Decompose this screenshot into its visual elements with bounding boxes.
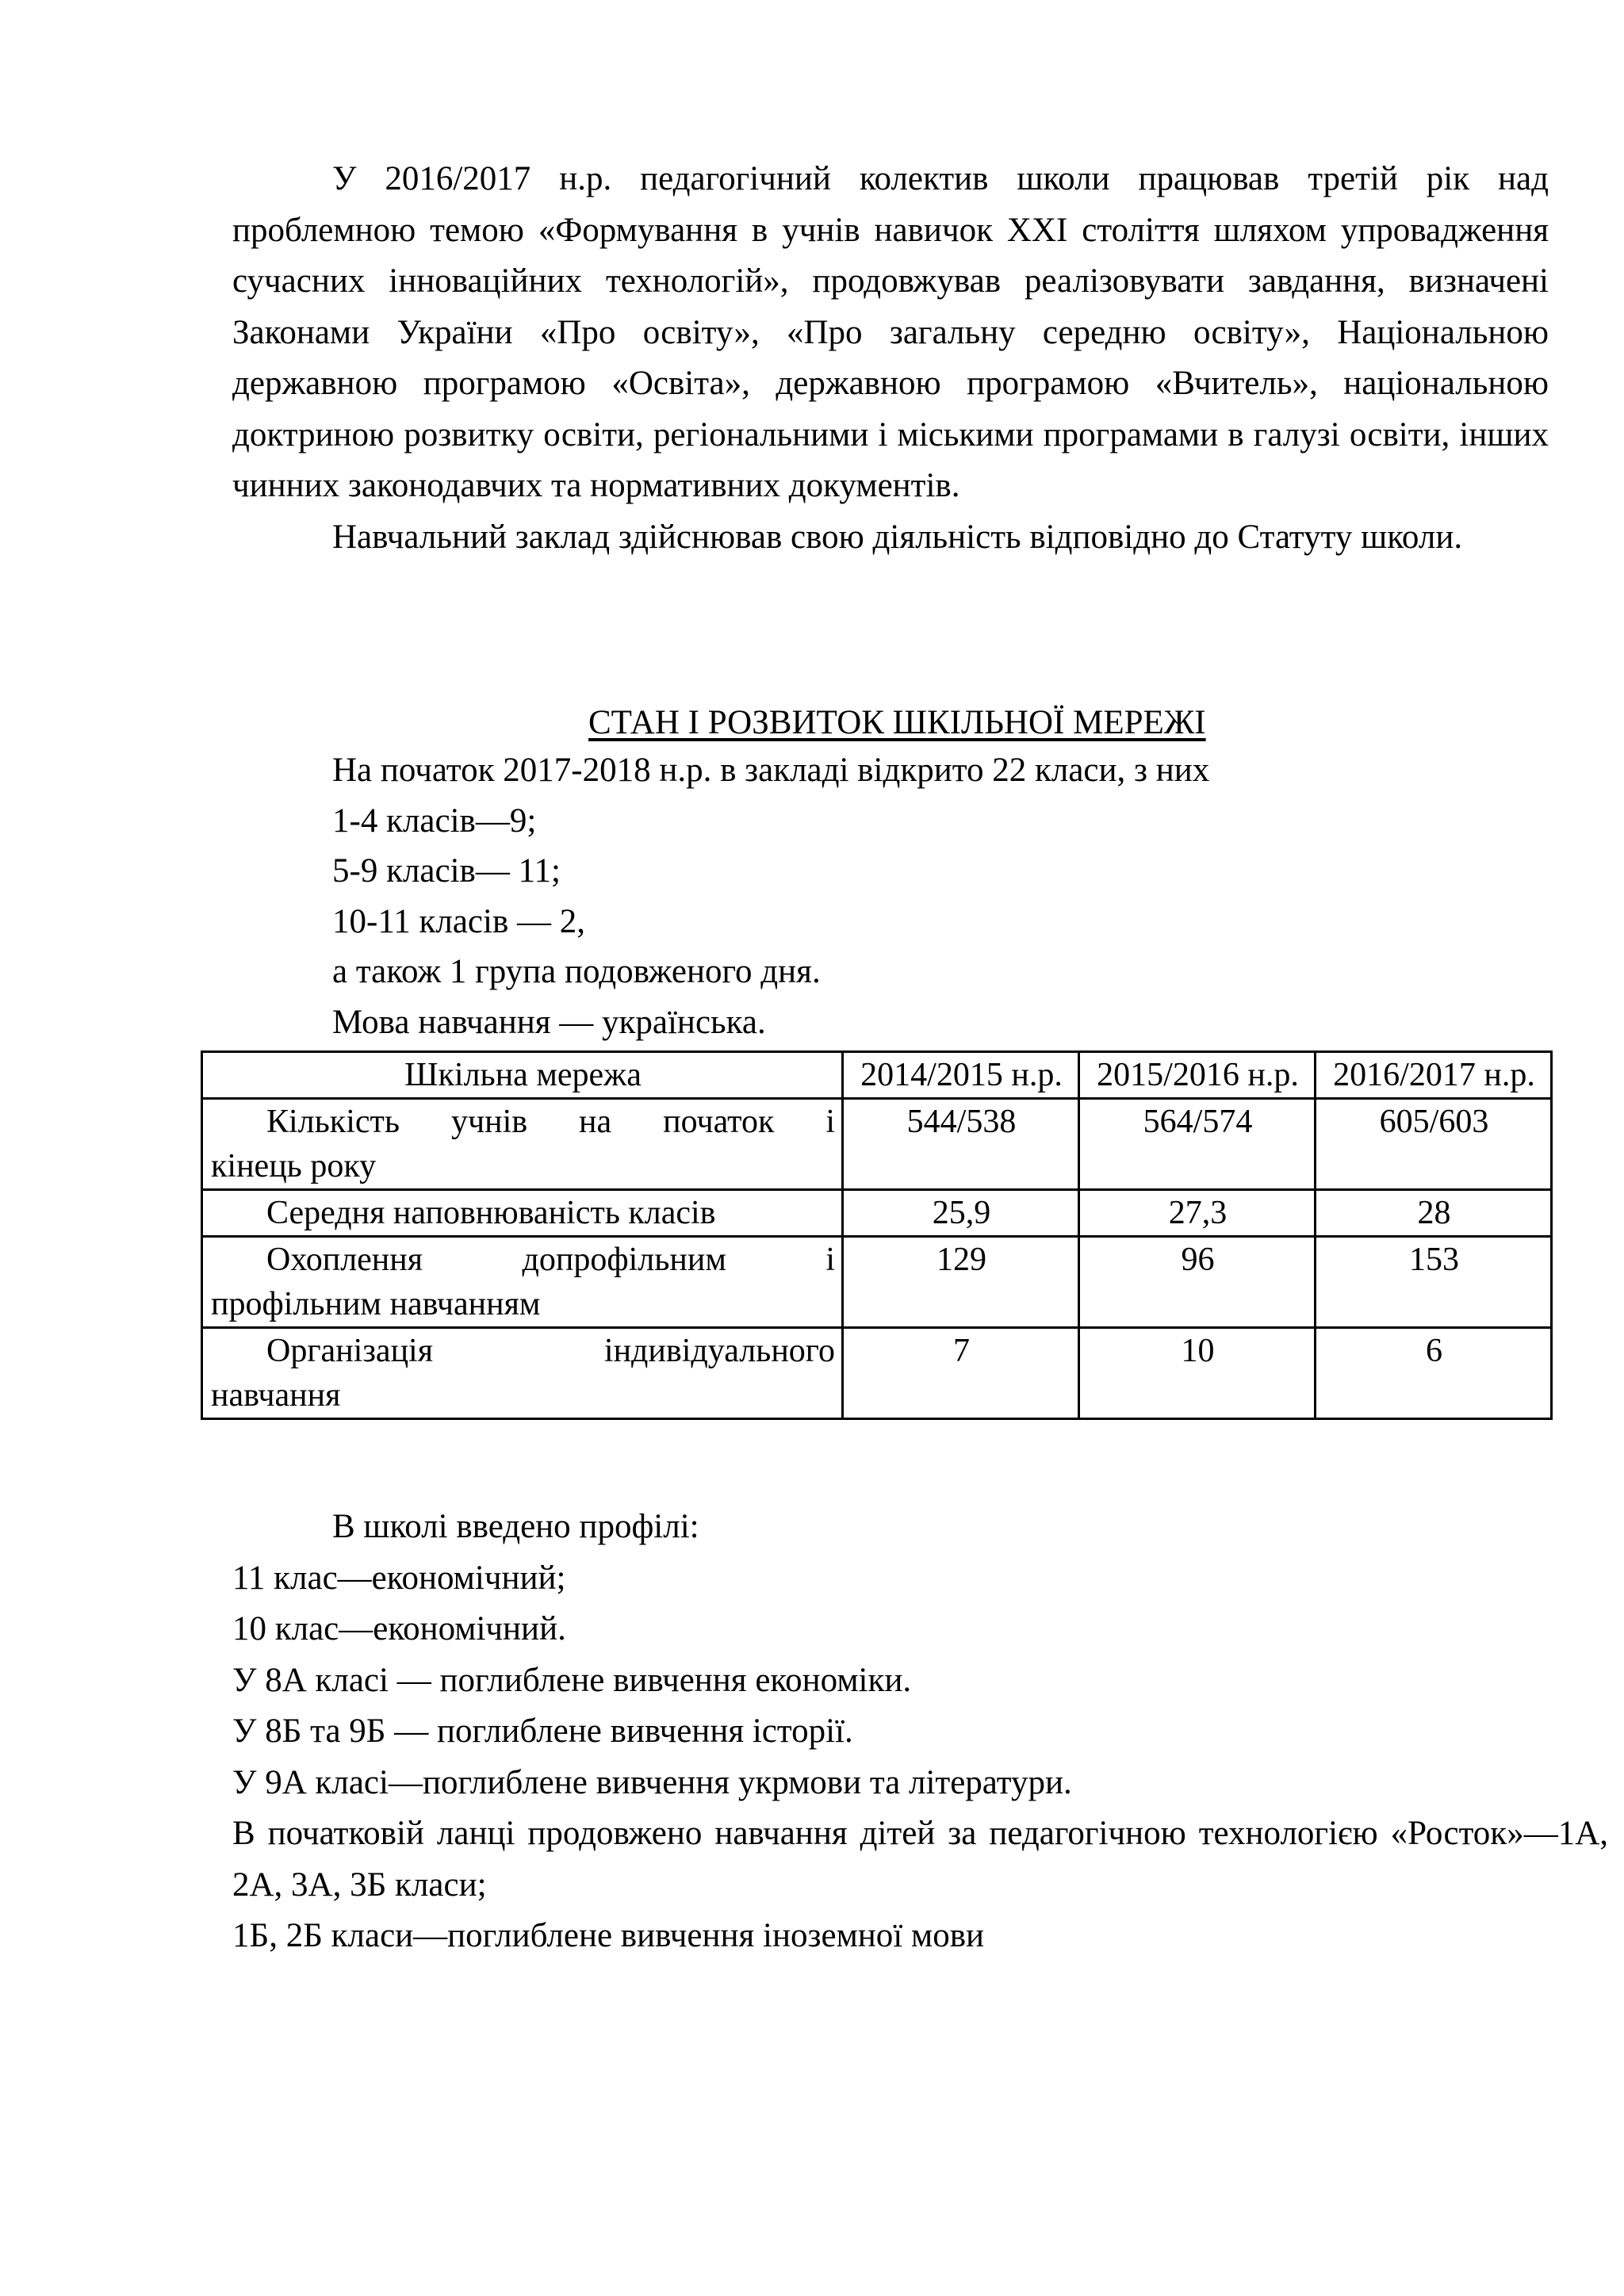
table-cell: 605/603 — [1316, 1099, 1552, 1190]
table-cell: 10 — [1079, 1328, 1316, 1419]
summary-line: а також 1 група подовженого дня. — [332, 953, 821, 990]
table-row-label: Кількість учнів на початок і кінець року — [202, 1099, 843, 1190]
profiles-list — [232, 1502, 1608, 1962]
profile-item: В початковій ланці продовжено навчання дітей за педагогічною технологією «Росток»—1А, 2А, 3А, 3Б класи; — [232, 1815, 1608, 1904]
table-row — [202, 1099, 1552, 1190]
table-cell: 27,3 — [1079, 1190, 1316, 1237]
summary-line: На початок 2017-2018 н.р. в закладі відкрито 22 класи, з них — [332, 752, 1210, 789]
profile-item: 1Б, 2Б класи—поглиблене вивчення іноземної мови — [232, 1917, 985, 1954]
profile-item: 11 клас—економічний; — [232, 1559, 566, 1597]
profile-item: У 8Б та 9Б — поглиблене вивчення історії. — [232, 1712, 853, 1750]
table-cell: 28 — [1316, 1190, 1552, 1237]
profile-item: 10 клас—економічний. — [232, 1610, 566, 1647]
table-header-cell: 2014/2015 н.р. — [843, 1052, 1079, 1099]
table-cell: 7 — [843, 1328, 1079, 1419]
intro-paragraph-1: У 2016/2017 н.р. педагогічний колектив школи працював третій рік над проблемною темою «Формування в учнів навичок XXI століття шляхом упровадження сучасних інноваційних технологій», продовжував реалізовувати завдання, визначені Законами України «Про освіту», «Про загальну середню освіту», Національною державною програмою «Освіта», державною програмою «Вчитель», національною доктриною розвитку освіти, регіональними і міськими програмами в галузі освіти, інших чинних законодавчих та нормативних документів. — [232, 160, 1549, 504]
table-header-cell: Шкільна мережа — [202, 1052, 843, 1099]
table-header-row — [202, 1052, 1552, 1099]
table-row-label: Організація індивідуального навчання — [202, 1328, 843, 1419]
profiles-intro: В школі введено профілі: — [332, 1508, 699, 1545]
table-header-cell: 2015/2016 н.р. — [1079, 1052, 1316, 1099]
summary-line: 10-11 класів — 2, — [332, 902, 585, 940]
intro-paragraph-2: Навчальний заклад здійснював свою діяльність відповідно до Статуту школи. — [332, 518, 1463, 556]
profile-item: У 8А класі — поглиблене вивчення економіки. — [232, 1661, 912, 1699]
table-header-cell: 2016/2017 н.р. — [1316, 1052, 1552, 1099]
table-cell: 96 — [1079, 1237, 1316, 1328]
table-cell: 153 — [1316, 1237, 1552, 1328]
school-network-summary — [332, 745, 1209, 1047]
table-row — [202, 1190, 1552, 1237]
section-title: СТАН І РОЗВИТОК ШКІЛЬНОЇ МЕРЕЖІ — [588, 704, 1206, 741]
table-row — [202, 1237, 1552, 1328]
table-row-label: Середня наповнюваність класів — [202, 1190, 843, 1237]
table-cell: 544/538 — [843, 1099, 1079, 1190]
table-row-label: Охоплення допрофільним і профільним навчанням — [202, 1237, 843, 1328]
intro-text — [232, 154, 1549, 563]
profile-item: У 9А класі—поглиблене вивчення укрмови та літератури. — [232, 1763, 1072, 1801]
summary-line: 1-4 класів—9; — [332, 802, 537, 840]
table-cell: 6 — [1316, 1328, 1552, 1419]
summary-line: Мова навчання — українська. — [332, 1003, 766, 1041]
school-network-table — [201, 1050, 1553, 1420]
table-row — [202, 1328, 1552, 1419]
table-cell: 129 — [843, 1237, 1079, 1328]
table-cell: 564/574 — [1079, 1099, 1316, 1190]
summary-line: 5-9 класів— 11; — [332, 852, 561, 890]
table-cell: 25,9 — [843, 1190, 1079, 1237]
